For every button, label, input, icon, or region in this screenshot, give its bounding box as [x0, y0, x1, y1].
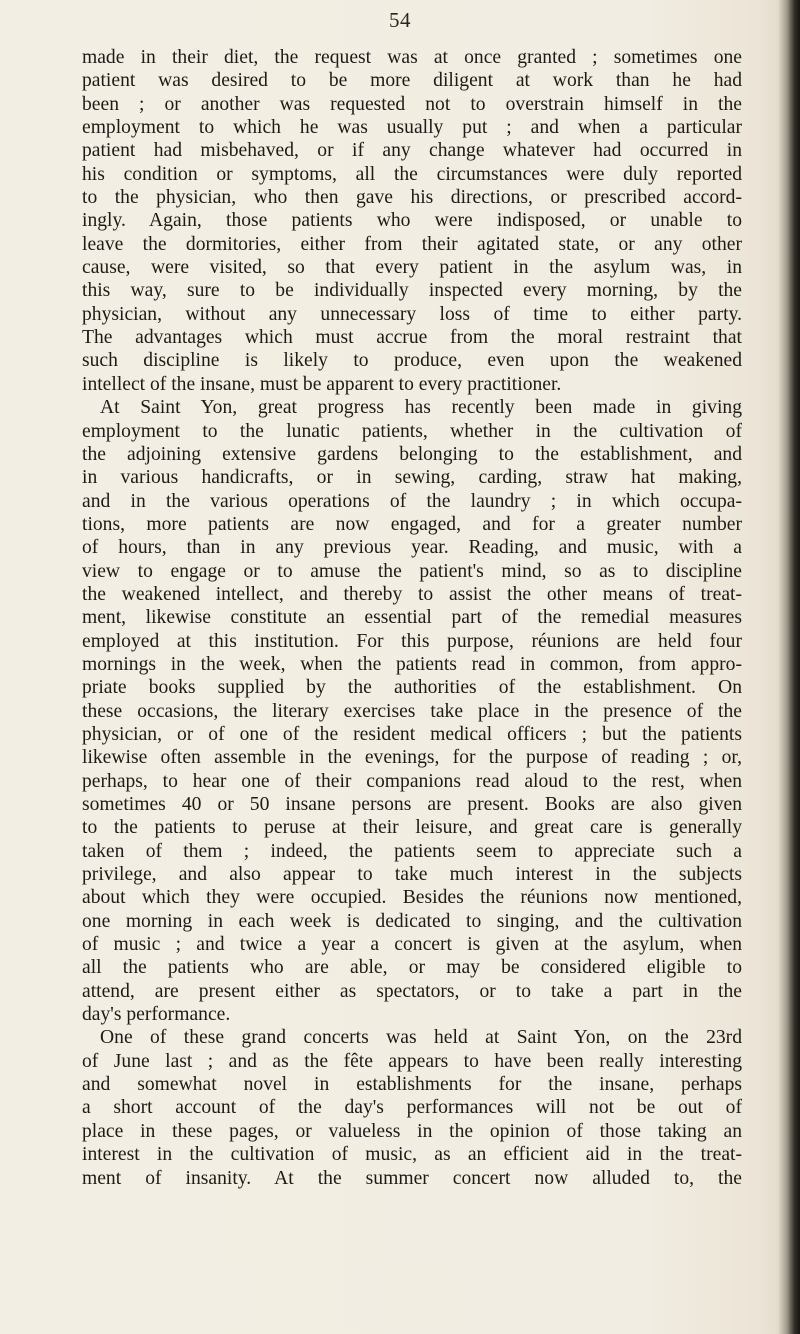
text-line: patient had misbehaved, or if any change whatever had occurred in — [82, 140, 742, 162]
text-line: of hours, than in any previous year. Reading, and music, with a — [82, 537, 742, 559]
text-line: and in the various operations of the laundry ; in which occupa- — [82, 490, 742, 512]
text-line: the adjoining extensive gardens belonging to the establishment, and — [82, 443, 742, 465]
text-line: privilege, and also appear to take much interest in the subjects — [82, 864, 742, 886]
text-line: mornings in the week, when the patients read in common, from appro- — [82, 653, 742, 675]
text-line: one morning in each week is dedicated to singing, and the cultivation — [82, 910, 742, 932]
text-line: likewise often assemble in the evenings, for the purpose of reading ; or, — [82, 747, 742, 769]
text-line: to the patients to peruse at their leisure, and great care is generally — [82, 817, 742, 839]
text-line: physician, without any unnecessary loss of time to either party. — [82, 303, 742, 325]
text-line: One of these grand concerts was held at Saint Yon, on the 23rd — [100, 1027, 742, 1049]
text-line: been ; or another was requested not to overstrain himself in the — [82, 93, 742, 115]
text-line: his condition or symptoms, all the circumstances were duly reported — [82, 163, 742, 185]
text-line: this way, sure to be individually inspected every morning, by the — [82, 280, 742, 302]
body-text — [82, 46, 742, 1190]
text-line: sometimes 40 or 50 insane persons are present. Books are also given — [82, 794, 742, 815]
text-line: employment to which he was usually put ; and when a particular — [82, 117, 742, 139]
text-line: cause, were visited, so that every patient in the asylum was, in — [82, 257, 742, 279]
text-line: ingly. Again, those patients who were indisposed, or unable to — [82, 210, 742, 232]
text-line: The advantages which must accrue from the moral restraint that — [82, 327, 742, 349]
text-line: day's performance. — [82, 1004, 231, 1026]
text-line: employed at this institution. For this purpose, réunions are held four — [82, 630, 742, 652]
text-line: At Saint Yon, great progress has recently been made in giving — [100, 397, 742, 419]
text-line: attend, are present either as spectators, or to take a part in the — [82, 980, 742, 1002]
text-line: made in their diet, the request was at once granted ; sometimes one — [82, 47, 742, 68]
text-line: to the physician, who then gave his directions, or prescribed accord- — [82, 187, 742, 209]
text-line: taken of them ; indeed, the patients seem to appreciate such a — [82, 840, 742, 862]
text-line: place in these pages, or valueless in the opinion of those taking an — [82, 1120, 742, 1142]
text-line: priate books supplied by the authorities of the establishment. On — [82, 677, 742, 699]
text-line: physician, or of one of the resident medical officers ; but the patients — [82, 723, 742, 745]
text-line: employment to the lunatic patients, whether in the cultivation of — [82, 420, 742, 442]
page-number: 54 — [389, 8, 411, 32]
text-line: these occasions, the literary exercises take place in the presence of the — [82, 700, 742, 722]
text-line: of music ; and twice a year a concert is given at the asylum, when — [82, 934, 742, 956]
text-line: and somewhat novel in establishments for the insane, perhaps — [82, 1074, 742, 1096]
text-line: about which they were occupied. Besides the réunions now mentioned, — [82, 887, 742, 909]
text-line: tions, more patients are now engaged, and for a greater number — [82, 513, 742, 535]
text-line: intellect of the insane, must be apparent to every practitioner. — [82, 373, 562, 395]
text-line: ment, likewise constitute an essential part of the remedial measures — [82, 607, 742, 629]
text-line: perhaps, to hear one of their companions read aloud to the rest, when — [82, 770, 742, 792]
text-line: in various handicrafts, or in sewing, carding, straw hat making, — [82, 467, 742, 489]
text-line: interest in the cultivation of music, as an efficient aid in the treat- — [82, 1144, 742, 1166]
page-edge-shadow — [778, 0, 800, 1334]
text-line: a short account of the day's performances will not be out of — [82, 1097, 742, 1119]
text-line: the weakened intellect, and thereby to assist the other means of treat- — [82, 583, 742, 605]
text-line: patient was desired to be more diligent at work than he had — [82, 70, 742, 92]
text-line: all the patients who are able, or may be considered eligible to — [82, 957, 742, 979]
text-line: leave the dormitories, either from their agitated state, or any other — [82, 233, 742, 255]
text-line: such discipline is likely to produce, even upon the weakened — [82, 350, 742, 372]
text-line: view to engage or to amuse the patient's mind, so as to discipline — [82, 560, 742, 582]
text-line: ment of insanity. At the summer concert now alluded to, the — [82, 1167, 742, 1189]
text-line: of June last ; and as the fête appears to have been really interesting — [82, 1050, 742, 1072]
